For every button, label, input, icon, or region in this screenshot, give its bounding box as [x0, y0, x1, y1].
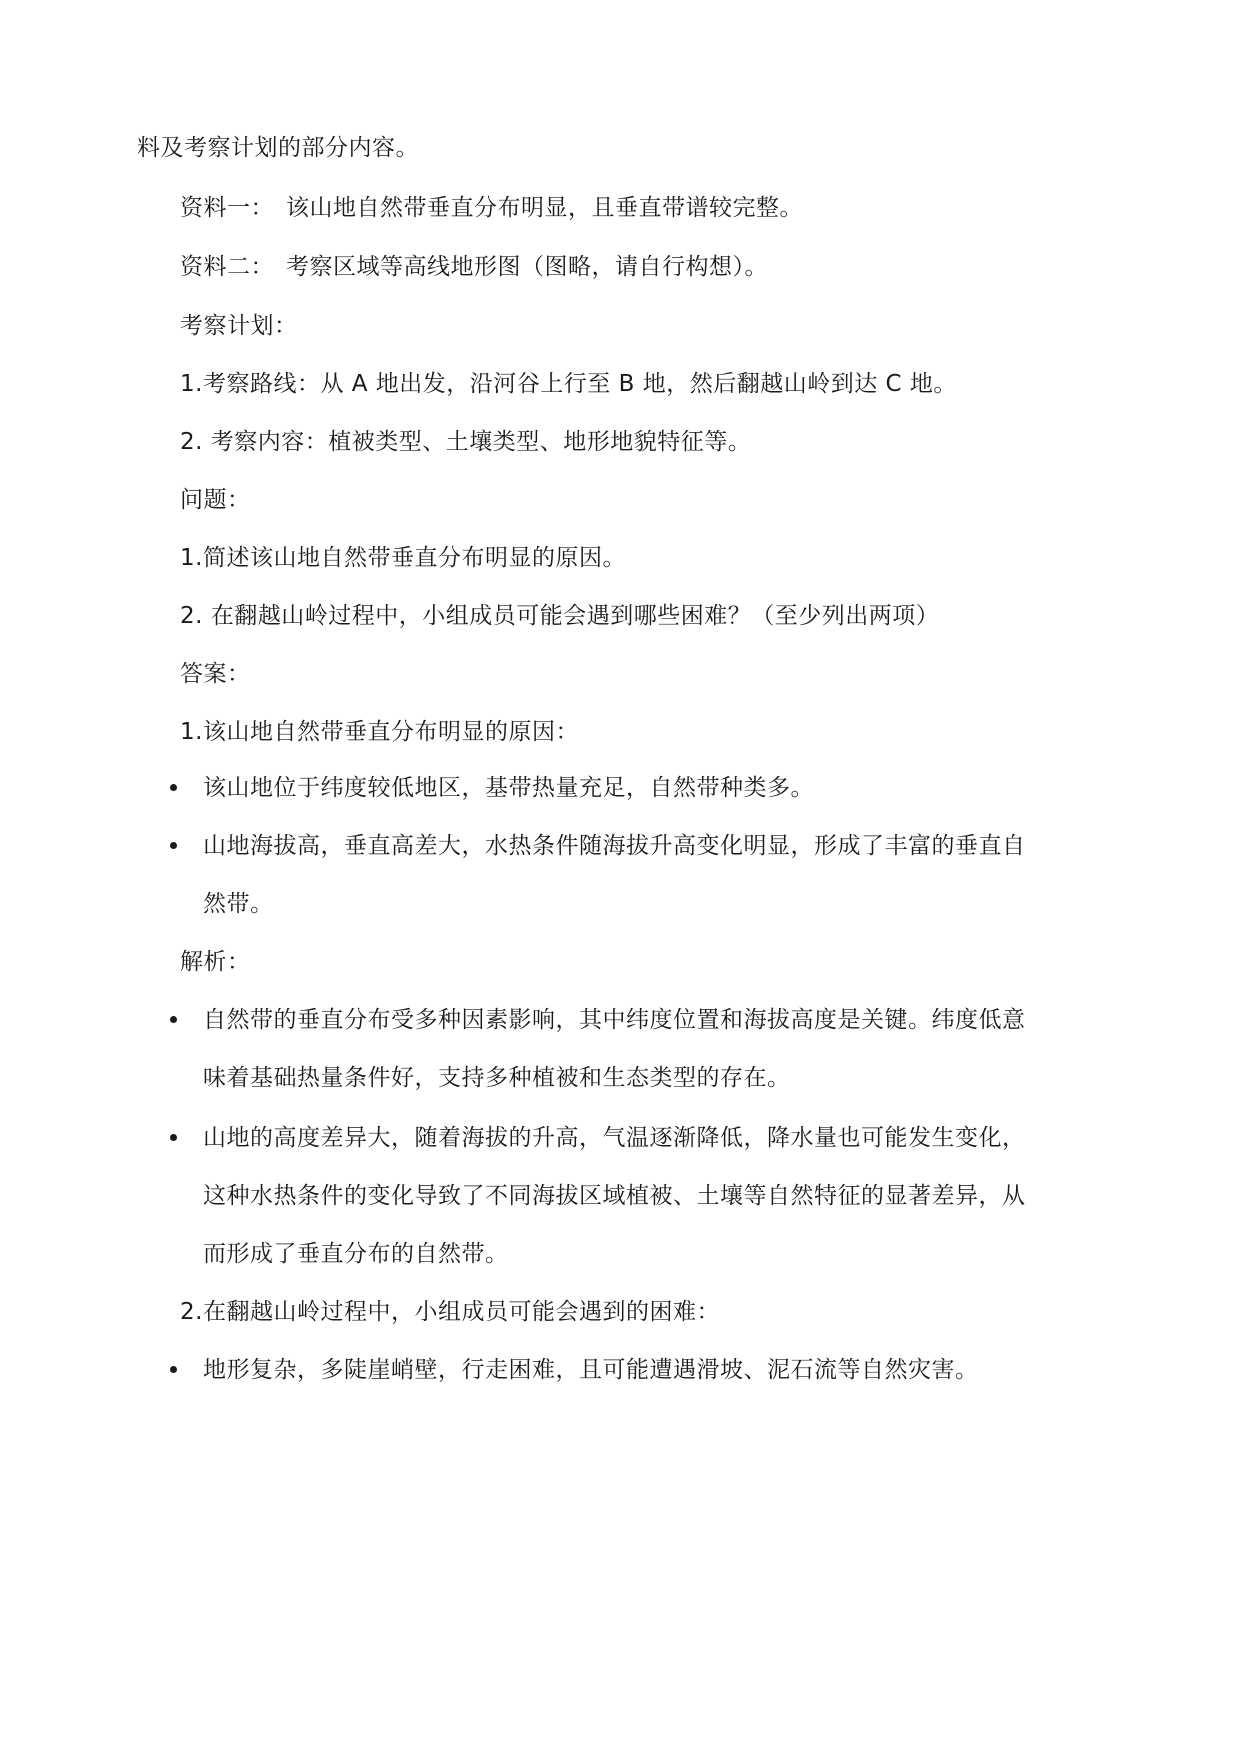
analysis-bullet-one-line-two: 味着基础热量条件好，支持多种植被和生态类型的存在。	[203, 1065, 791, 1091]
answer-one-heading: 1.该山地自然带垂直分布明显的原因：	[180, 719, 579, 745]
answer-two-bullet-one: 地形复杂，多陡崖峭壁，行走困难，且可能遭遇滑坡、泥石流等自然灾害。	[203, 1357, 979, 1383]
analysis-bullet-two-line-three: 而形成了垂直分布的自然带。	[203, 1241, 509, 1267]
material-one: 资料一： 该山地自然带垂直分布明显，且垂直带谱较完整。	[180, 195, 803, 221]
bullet-dot	[170, 1134, 177, 1141]
plan-item-route: 1.考察路线：从 A 地出发，沿河谷上行至 B 地，然后翻越山岭到达 C 地。	[180, 371, 957, 397]
intro-text: 料及考察计划的部分内容。	[137, 135, 419, 161]
analysis-bullet-two-line-one: 山地的高度差异大，随着海拔的升高，气温逐渐降低，降水量也可能发生变化，	[203, 1125, 1026, 1151]
material-two: 资料二： 考察区域等高线地形图（图略，请自行构想）。	[180, 254, 768, 280]
bullet-dot	[170, 784, 177, 791]
answer-two-heading: 2.在翻越山岭过程中，小组成员可能会遇到的困难：	[180, 1299, 720, 1325]
plan-item-content: 2. 考察内容：植被类型、土壤类型、地形地貌特征等。	[180, 429, 752, 455]
analysis-bullet-one-line-one: 自然带的垂直分布受多种因素影响，其中纬度位置和海拔高度是关键。纬度低意	[203, 1007, 1026, 1033]
bullet-dot	[170, 842, 177, 849]
answer-heading: 答案：	[180, 661, 251, 687]
bullet-dot	[170, 1366, 177, 1373]
answer-one-bullet-two-line-one: 山地海拔高，垂直高差大，水热条件随海拔升高变化明显，形成了丰富的垂直自	[203, 833, 1026, 859]
questions-heading: 问题：	[180, 487, 251, 513]
answer-one-bullet-one: 该山地位于纬度较低地区，基带热量充足，自然带种类多。	[203, 775, 814, 801]
bullet-dot	[170, 1016, 177, 1023]
question-one: 1.简述该山地自然带垂直分布明显的原因。	[180, 545, 626, 571]
analysis-bullet-two-line-two: 这种水热条件的变化导致了不同海拔区域植被、土壤等自然特征的显著差异，从	[203, 1183, 1026, 1209]
analysis-heading: 解析：	[180, 949, 251, 975]
plan-heading: 考察计划：	[180, 313, 298, 339]
answer-one-bullet-two-line-two: 然带。	[203, 891, 274, 917]
question-two: 2. 在翻越山岭过程中，小组成员可能会遇到哪些困难？（至少列出两项）	[180, 603, 940, 629]
